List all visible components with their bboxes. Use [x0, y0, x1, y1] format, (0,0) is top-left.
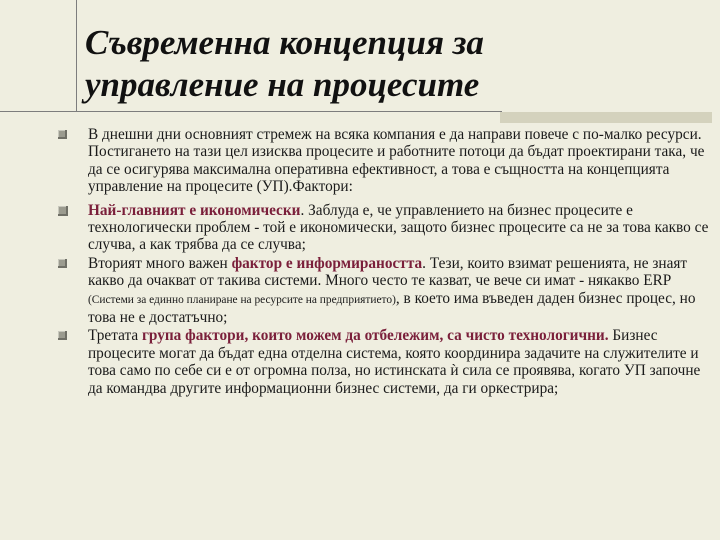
- bullet-lead: Третата: [88, 327, 142, 345]
- square-bullet-icon: [58, 259, 67, 268]
- slide-title-line-2: управление на процесите: [85, 65, 480, 104]
- bullet-item-intro: [58, 126, 718, 196]
- bullet-highlight: Най-главният е икономически: [88, 201, 301, 219]
- bullet-list: [58, 126, 718, 397]
- bullet-item-awareness-factor: [58, 255, 718, 327]
- title-frame-horizontal-line: [0, 111, 502, 112]
- bullet-item-economic-factor: [58, 202, 718, 254]
- bullet-text: [88, 255, 718, 327]
- bullet-body: Бизнес процесите могат да бъдат една отделна система, която координира задачите на служителите и това само по себе си е от огромна полза, но истинската ѝ сила се проявява, когато УП започне да командва другите информационни бизнес системи, да ги оркестрира;: [88, 327, 701, 397]
- slide-title: [85, 22, 645, 106]
- bullet-body: . Заблуда е, че управлението на бизнес процесите е технологически проблем - той е икономически, защото бизнес процесите са не за това какво се случва, а как трябва да се случва;: [88, 201, 709, 254]
- bullet-lead: Вторият много важен: [88, 254, 232, 272]
- bullet-small-note: (Системи за единно планиране на ресурсите на предприятието): [88, 293, 396, 306]
- title-frame-vertical-line: [76, 0, 77, 112]
- bullet-text: В днешни дни основният стремеж на всяка компания е да направи повече с по-малко ресурси. Постигането на тази цел изисква процесите и работните потоци да бъдат проектирани така, че да се осигурява максимална оперативна ефективност, а това е същността на концепцията управление на процесите (УП).Фактори:: [88, 126, 705, 196]
- bullet-body-end: , в което има въведен даден бизнес процес, но това не е достатъчно;: [88, 289, 696, 327]
- title-accent-bar: [500, 112, 712, 123]
- bullet-text: [88, 327, 718, 397]
- bullet-highlight: група фактори, които можем да отбележим, са чисто технологични.: [141, 327, 609, 345]
- square-bullet-icon: [58, 206, 68, 216]
- square-bullet-icon: [58, 130, 67, 139]
- bullet-text: [88, 202, 718, 254]
- bullet-item-technology-factor: [58, 327, 718, 397]
- bullet-highlight: фактор е информираността: [231, 254, 423, 272]
- square-bullet-icon: [58, 331, 67, 340]
- bullet-body: . Тези, които взимат решенията, не знаят какво да очакват от такива системи. Много често те казват, че вече си имат - някакво ERP: [88, 254, 688, 290]
- slide-title-line-1: Съвременна концепция за: [85, 23, 484, 62]
